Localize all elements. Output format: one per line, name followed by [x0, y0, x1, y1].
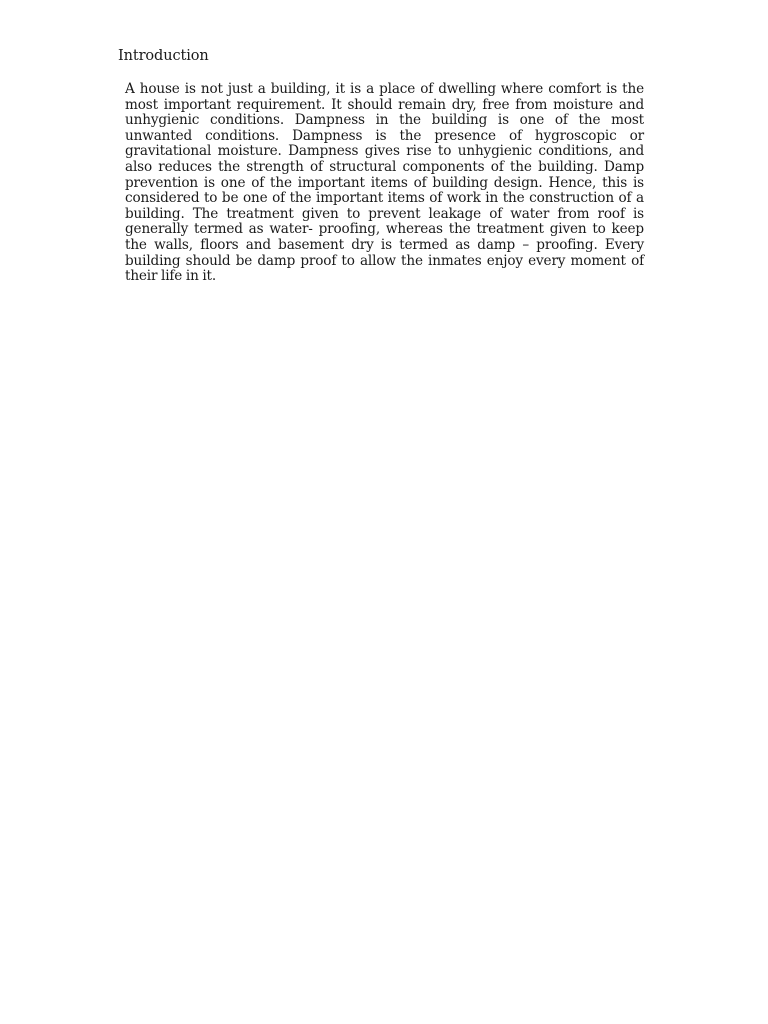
introduction-paragraph: A house is not just a building, it is a place of dwelling where comfort is the most important requirement. It should remain dry, free from moisture and unhygienic conditions. Dampness in the building is one of the most unwanted conditions. Dampness is the presence of hygroscopic or gravitational moisture. Dampness gives rise to unhygienic conditions, and also reduces the strength of structural components of the building. Damp prevention is one of the important items of building design. Hence, this is considered to be one of the important items of work in the construction of a building. The treatment given to prevent leakage of water from roof is generally termed as water- proofing, whereas the treatment given to keep the walls, floors and basement dry is termed as damp – proofing. Every building should be damp proof to allow the inmates enjoy every moment of their life in it. — [125, 81, 644, 285]
section-heading: Introduction — [118, 48, 209, 64]
